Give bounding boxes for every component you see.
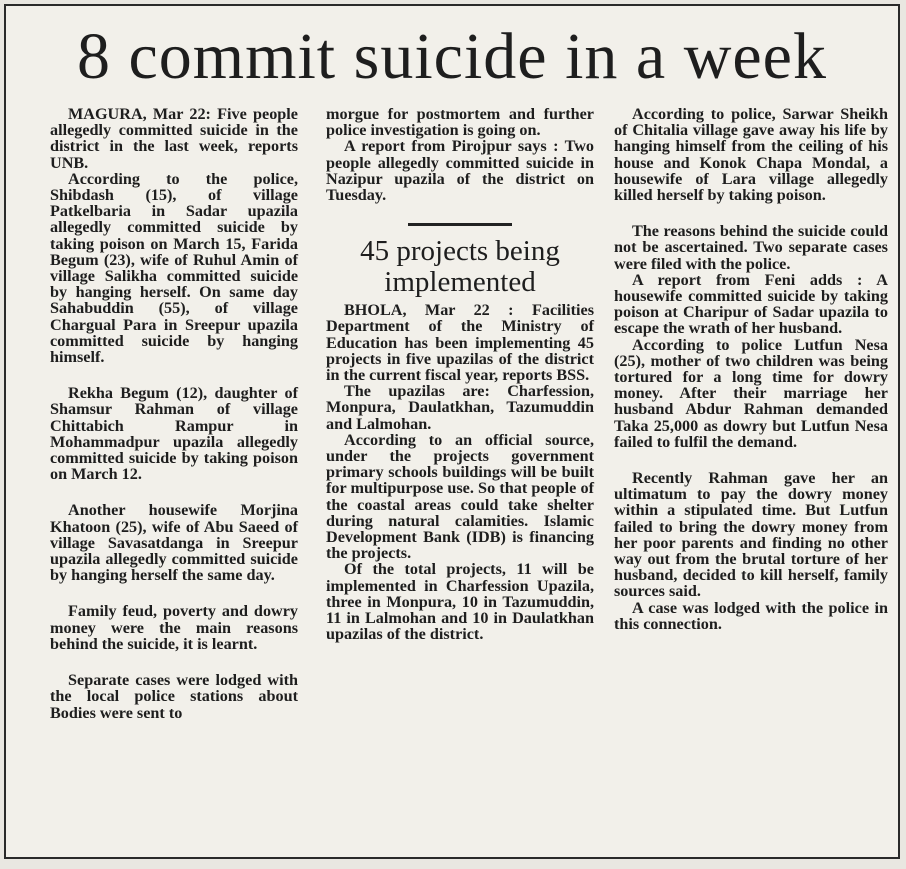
paragraph: The reasons behind the suicide could not be ascertained. Two separate cases were filed with the police. bbox=[614, 222, 888, 273]
paragraph: Family feud, poverty and dowry money were the main reasons behind the suicide, it is learnt. bbox=[50, 602, 298, 653]
paragraph: According to police, Sarwar Sheikh of Chitalia village gave away his life by hanging himself from the ceiling of his house and Konok Chapa Mondal, a housewife of Lara village allegedly killed herself by taking poison. bbox=[614, 105, 888, 205]
paragraph: A report from Pirojpur says : Two people allegedly committed suicide in Nazipur upazila of the district on Tuesday. bbox=[326, 137, 594, 205]
subheadline: 45 projects being implemented bbox=[360, 235, 560, 299]
paragraph: A report from Feni adds : A housewife committed suicide by taking poison at Charipur of Sadar upazila to escape the wrath of her husband. bbox=[614, 270, 888, 338]
column-3 bbox=[614, 106, 888, 632]
paragraph: Rekha Begum (12), daughter of Shamsur Rahman of village Chittabich Rampur in Mohammadpur upazila allegedly committed suicide by taking poison on March 12. bbox=[50, 384, 298, 484]
paragraph: MAGURA, Mar 22: Five people allegedly committed suicide in the district in the last week, reports UNB. bbox=[50, 105, 298, 172]
paragraph: A case was lodged with the police in this connection. bbox=[614, 598, 888, 633]
paragraph: Separate cases were lodged with the local police stations about Bodies were sent to bbox=[50, 671, 298, 722]
newspaper-clipping bbox=[4, 4, 900, 859]
paragraph: According to the police, Shibdash (15), of village Patkelbaria in Sadar upazila allegedly committed suicide by taking poison on March 15, Farida Begum (23), wife of Ruhul Amin of village Salikha committed suicide by hanging herself. On same day Sahabuddin (55), of village Chargual Para in Sreepur upazila committed suicide by hanging himself. bbox=[50, 169, 298, 367]
column-1 bbox=[50, 106, 298, 721]
paragraph: Another housewife Morjina Khatoon (25), wife of Abu Saeed of village Savasatdanga in Sreepur upazila allegedly committed suicide by hanging herself the same day. bbox=[50, 501, 298, 585]
paragraph: morgue for postmortem and further police investigation is going on. bbox=[326, 105, 594, 140]
column-2 bbox=[326, 106, 594, 642]
paragraph: Of the total projects, 11 will be implemented in Charfession Upazila, three in Monpura, 10 in Tazumuddin, 11 in Lalmohan and 10 in Daulatkhan upazilas of the district. bbox=[326, 560, 594, 644]
paragraph: Recently Rahman gave her an ultimatum to pay the dowry money within a stipulated time. But Lutfun failed to bring the dowry money from her poor parents and finding no other way out from the brutal torture of her husband, decided to kill herself, family sources said. bbox=[614, 469, 888, 601]
headline: 8 commit suicide in a week bbox=[77, 20, 827, 93]
section-divider bbox=[408, 223, 512, 226]
paragraph: According to police Lutfun Nesa (25), mother of two children was being tortured for a long time for dowry money. After their marriage her husband Abdur Rahman demanded Taka 25,000 as dowry but Lutfun Nesa failed to fulfil the demand. bbox=[614, 335, 888, 451]
paragraph: The upazilas are: Charfession, Monpura, Daulatkhan, Tazumuddin and Lalmohan. bbox=[326, 382, 594, 433]
paragraph: BHOLA, Mar 22 : Facilities Department of the Ministry of Education has been implementing 45 projects in five upazilas of the district in the current fiscal year, reports BSS. bbox=[326, 301, 594, 385]
paragraph: According to an official source, under the projects government primary schools buildings will be built for multipurpose use. So that people of the coastal areas could take shelter during natural calamities. Islamic Development Bank (IDB) is financing the projects. bbox=[326, 430, 594, 563]
